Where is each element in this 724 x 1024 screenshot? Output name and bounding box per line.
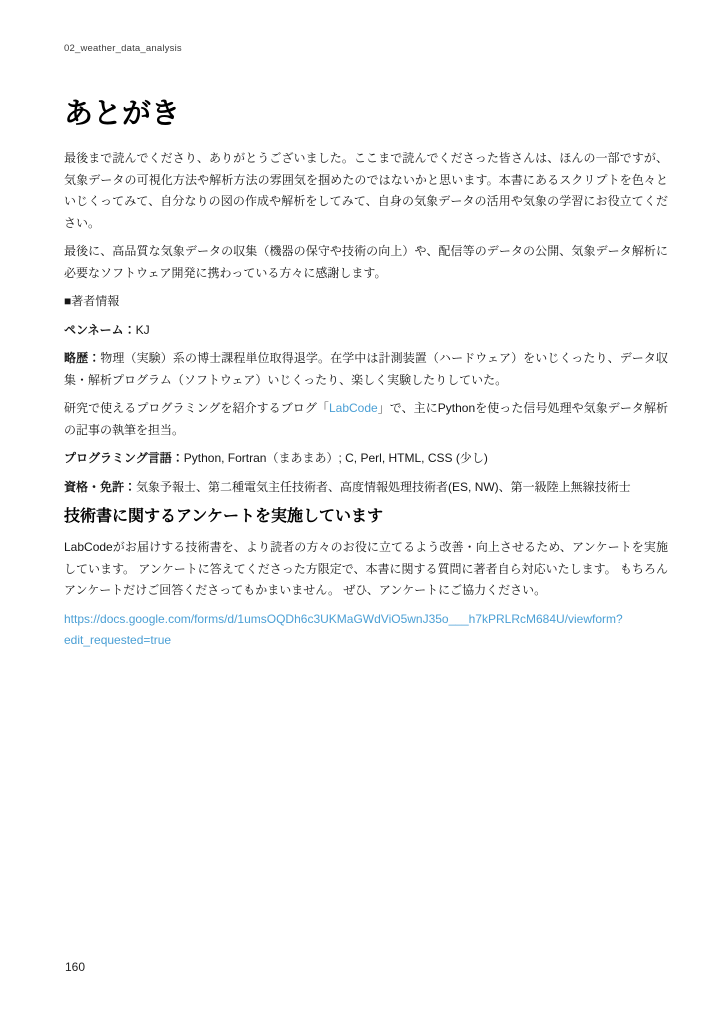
qualifications-line (64, 477, 668, 499)
author-info-heading: ■著者情報 (64, 294, 120, 308)
blog-text-before: 研究で使えるプログラミングを紹介するブログ「 (64, 401, 329, 415)
afterword-paragraph-1: 最後まで読んでくださり、ありがとうございました。ここまで読んでくださった皆さんは、ほんの一部ですが、気象データの可視化方法や解析方法の雰囲気を掴めたのではないかと思います。本書にあるスクリプトを色々といじくってみて、自分なりの図の作成や解析をしてみて、自身の気象データの活用や気象の学習にお役立てください。 (64, 151, 668, 230)
qualifications-label: 資格・免許： (64, 479, 137, 494)
pen-name-label: ペンネーム： (64, 322, 136, 337)
page-number: 160 (65, 960, 86, 974)
survey-form-url-line (64, 609, 668, 652)
afterword-title: あとがき (64, 98, 181, 130)
pen-name-line (64, 320, 668, 342)
survey-form-url-part-2: edit_requested=true (64, 633, 172, 647)
bio-label: 略歴： (64, 351, 101, 365)
languages-line (64, 448, 668, 470)
afterword-paragraph-2: 最後に、高品質な気象データの収集（機器の保守や技術の向上）や、配信等のデータの公開、気象データ解析に必要なソフトウェア開発に携わっている方々に感謝します。 (64, 244, 668, 280)
blog-text-after: 」で、主にPythonを使った信号処理や気象データ解析の記事の執筆を担当。 (64, 401, 669, 437)
survey-section-title: 技術書に関するアンケートを実施しています (64, 508, 384, 525)
running-header: 02_weather_data_analysis (64, 43, 182, 54)
survey-paragraph: LabCodeがお届けする技術書を、より読者の方々のお役に立てるよう改善・向上させるため、アンケートを実施しています。 アンケートに答えてくださった方限定で、本書に関する質問に著者自ら対応いたします。 もちろんアンケートだけご回答くださってもかまいません。 ぜひ、アンケートにご協力ください。 (64, 540, 668, 597)
survey-form-url-part-1: https://docs.google.com/forms/d/1umsOQDh6c3UKMaGWdViO5wnJ35o___h7kPRLRcM684U/viewform? (64, 611, 623, 626)
bio-value: 物理（実験）系の博士課程単位取得退学。在学中は計測装置（ハードウェア）をいじくったり、データ収集・解析プログラム（ソフトウェア）いじくったり、楽しく実験したりしていた。 (64, 351, 668, 387)
languages-label: プログラミング言語： (64, 451, 184, 465)
blog-line (64, 398, 668, 441)
survey-form-link[interactable] (64, 609, 668, 652)
qualifications-value: 気象予報士、第二種電気主任技術者、高度情報処理技術者(ES, NW)、第一級陸上無線技術士 (136, 479, 631, 494)
labcode-blog-link[interactable]: LabCode (328, 401, 378, 415)
pen-name-value: KJ (135, 322, 150, 337)
bio-line (64, 348, 668, 391)
languages-value: Python, Fortran（まあまあ）; C, Perl, HTML, CSS (少し) (183, 451, 488, 465)
